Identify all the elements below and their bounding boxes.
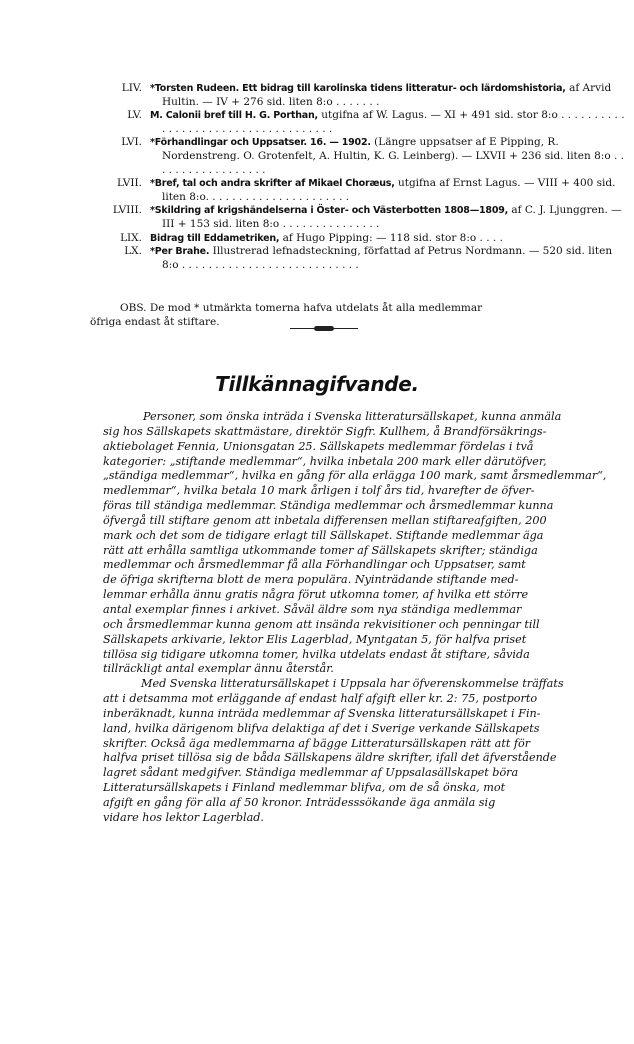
entry-details: utgifna af W. Lagus. — XI + 491 sid. stor 8:o . . . . . . . . . . . . . . . . . . . . . . . . . . . . . . . . . . . .: [162, 109, 625, 135]
text-line: lagret sådant medgifver. Ständiga medlemmar af Uppsalasällskapet böra: [103, 766, 519, 780]
list-item: [100, 136, 630, 177]
text-line: Sällskapets arkivarie, lektor Elis Lagerblad, Myntgatan 5, för halfva priset: [103, 632, 527, 646]
obs-note: [90, 302, 624, 329]
entry-text: [150, 109, 630, 136]
entry-number: LVIII.: [112, 204, 142, 217]
entry-title: M. Calonii bref till H. G. Porthan,: [150, 110, 318, 122]
entry-title: *Förhandlingar och Uppsatser. 16. — 1902.: [150, 137, 371, 149]
publication-list: [100, 82, 630, 272]
text-line: aktiebolaget Fennia, Unionsgatan 25. Sällskapets medlemmar fördelas i två: [103, 439, 534, 453]
entry-details: af C. J. Ljunggren. — III + 153 sid. liten 8:o . . . . . . . . . . . . . . .: [162, 204, 622, 230]
text-line: tillösa sig tidigare utkomna tomer, hvilka utdelats endast åt stiftare, såvida: [103, 647, 530, 661]
text-line: de öfriga skrifterna blott de mera populära. Nyinträdande stiftande med-: [103, 573, 519, 587]
text-line: Personer, som önska inträda i Svenska litteratursällskapet, kunna anmäla: [143, 410, 562, 423]
entry-text: [150, 245, 630, 272]
entry-number: LVII.: [117, 177, 142, 190]
list-item: [100, 82, 630, 109]
divider-ornament: [314, 326, 334, 331]
list-item: [100, 109, 630, 136]
entry-number: LIX.: [120, 231, 142, 244]
ornamental-divider: [290, 326, 358, 332]
text-line: medlemmar och årsmedlemmar få alla Förhandlingar och Uppsatser, samt: [103, 558, 526, 572]
text-line: öfvergå till stiftare genom att inbetala differensen mellan stiftareafgiften, 200: [103, 513, 547, 527]
entry-number: LV.: [127, 109, 142, 122]
list-item: [100, 177, 630, 204]
list-item: [100, 245, 630, 272]
entry-details: (Längre uppsatser af E Pipping, R. Nordenstreng. O. Grotenfelt, A. Hultin, K. G. Leinberg). — LXVII + 236 sid. liten 8:o . . . . . . . . . . . . . . . . . .: [162, 136, 624, 176]
text-line: och årsmedlemmar kunna genom att insända rekvisitioner och penningar till: [103, 617, 540, 631]
entry-text: [150, 204, 630, 231]
text-line: vidare hos lektor Lagerblad.: [103, 810, 264, 824]
entry-text: [150, 177, 630, 204]
text-line: lemmar erhålla ännu gratis några förut utkomna tomer, af hvilka ett större: [103, 588, 529, 602]
obs-note-line: OBS. De mod * utmärkta tomerna hafva utdelats åt alla medlemmar: [120, 302, 483, 314]
entry-number: LX.: [124, 245, 142, 258]
entry-text: [150, 232, 630, 246]
text-line: land, hvilka därigenom blifva delaktiga af det i Sverige verkande Sällskapets: [103, 721, 540, 735]
text-line: kategorier: „stiftande medlemmar“, hvilka inbetala 200 mark eller därutöfver,: [103, 454, 547, 468]
text-line: skrifter. Också äga medlemmarna af bägge Litteratursällskapen rätt att för: [103, 736, 531, 750]
section-heading: Tillkännagifvande.: [215, 372, 419, 396]
text-line: sig hos Sällskapets skattmästare, direktör Sigfr. Kullhem, å Brandförsäkrings-: [103, 424, 547, 438]
text-line: medlemmar“, hvilka betala 10 mark årligen i tolf års tid, hvarefter de öfver-: [103, 484, 535, 498]
text-line: afgift en gång för alla af 50 kronor. Inträdesssökande äga anmäla sig: [103, 795, 496, 809]
entry-number: LVI.: [121, 136, 142, 149]
list-item: [100, 232, 630, 246]
text-line: halfva priset tillösa sig de båda Sällskapens äldre skrifter, ifall det äfverstående: [103, 751, 557, 765]
entry-text: [150, 136, 630, 177]
text-line: mark och det som de tidigare erlagt till Sällskapet. Stiftande medlemmar äga: [103, 528, 544, 542]
obs-note-line: öfriga endast åt stiftare.: [90, 315, 220, 328]
text-line: inberäknadt, kunna inträda medlemmar af Svenska litteratursällskapet i Fin-: [103, 706, 541, 720]
text-line: „ständiga medlemmar“, hvilka en gång för alla erlägga 100 mark, samt årsmedlemmar“,: [103, 469, 607, 483]
text-line: att i detsamma mot erläggande af endast half afgift eller kr. 2: 75, postporto: [103, 692, 538, 706]
announcement-body: [103, 410, 623, 826]
entry-number: LIV.: [121, 82, 142, 94]
entry-details: af Hugo Pipping: — 118 sid. stor 8:o . . . .: [279, 231, 503, 244]
text-line: antal exemplar finnes i arkivet. Såväl äldre som nya ständiga medlemmar: [103, 602, 522, 616]
list-item: [100, 204, 630, 231]
entry-details: af Arvid Hultin. — IV + 276 sid. liten 8:o . . . . . . .: [162, 82, 612, 108]
entry-title: Bidrag till Eddametriken,: [150, 232, 280, 244]
entry-title: *Skildring af krigshändelserna i Öster- och Västerbotten 1808—1809,: [150, 205, 509, 217]
text-line: rätt att erhålla samtliga utkommande tomer af Sällskapets skrifter; ständiga: [103, 543, 538, 557]
text-line: Med Svenska litteratursällskapet i Uppsala har öfverenskommelse träffats: [141, 677, 564, 691]
text-line: tillräckligt antal exemplar ännu återstår.: [103, 662, 334, 676]
entry-title: *Torsten Rudeen. Ett bidrag till karolinska tidens litteratur- och lärdomshistoria,: [150, 83, 566, 94]
entry-text: [150, 82, 630, 109]
entry-details: utgifna af Ernst Lagus. — VIII + 400 sid. liten 8:o. . . . . . . . . . . . . . . . . . . . . .: [162, 177, 616, 203]
entry-details: Illustrerad lefnadsteckning, författad af Petrus Nordmann. — 520 sid. liten 8:o . . . . . . . . . . . . . . . . . . . . . . . . . . .: [162, 245, 613, 271]
text-line: Litteratursällskapets i Finland medlemmar blifva, om de så önska, mot: [103, 781, 506, 795]
entry-title: *Bref, tal och andra skrifter af Mikael Choræus,: [150, 178, 395, 190]
entry-title: *Per Brahe.: [150, 246, 210, 258]
text-line: föras till ständiga medlemmar. Ständiga medlemmar och årsmedlemmar kunna: [103, 499, 554, 513]
